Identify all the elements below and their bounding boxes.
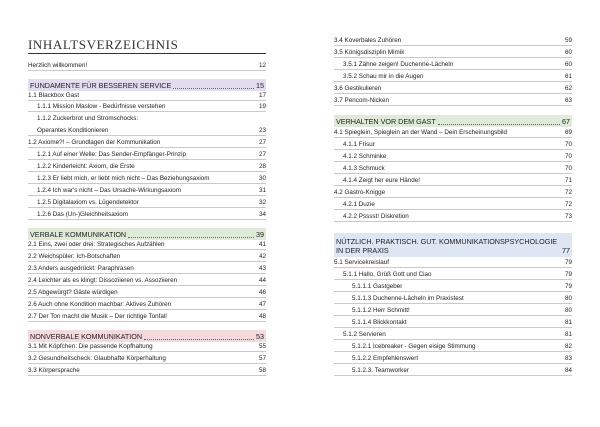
toc-entry-page: 53	[256, 331, 264, 341]
toc-entry-page: 60	[564, 61, 572, 69]
toc-entry-page: 28	[258, 163, 266, 171]
toc-entry-page: 72	[564, 201, 572, 209]
toc-entry-title: Operantes Konditionieren	[37, 127, 109, 135]
toc-entry-page: 31	[258, 187, 266, 195]
toc-entry-page: 61	[564, 73, 572, 81]
toc-entry-title: 5.1.1.4 Blickkontakt	[352, 319, 407, 327]
toc-entry-title: 3.2 Gesundheitscheck: Glaubhafte Körperhaltung	[28, 355, 166, 363]
toc-entry-title: 4.2.2 Psssst! Diskretion	[343, 213, 409, 221]
toc-section-header	[28, 330, 266, 342]
toc-entry-title: 1.2.4 Ich war's nicht – Das Ursache-Wirkungsaxiom	[37, 187, 181, 195]
toc-entry	[28, 277, 266, 286]
toc-entry-title: 3.6 Gestikulieren	[334, 85, 382, 93]
toc-entry-title: 5.1.1.1 Gastgeber	[352, 283, 403, 291]
toc-entry-title: 4.2 Gastro-Knigge	[334, 189, 386, 197]
toc-entry	[334, 97, 572, 106]
toc-entry-title: 1.2.5 Digitalaxiom vs. Lügendetektor	[37, 199, 139, 207]
toc-entry	[334, 307, 572, 316]
toc-entry-page: 69	[564, 129, 572, 137]
toc-entry-title: 2.2 Weichspüler: Ich-Botschaften	[28, 253, 121, 261]
toc-entry-page: 27	[258, 151, 266, 159]
toc-entry	[28, 187, 266, 196]
toc-entry-page: 80	[564, 307, 572, 315]
toc-entry	[334, 283, 572, 292]
toc-entry	[28, 301, 266, 310]
toc-heading: INHALTSVERZEICHNIS	[28, 37, 179, 52]
toc-entry	[334, 129, 572, 138]
toc-entry	[28, 175, 266, 184]
toc-entry-title: VERBALE KOMMUNIKATION	[30, 229, 127, 239]
toc-entry-title: 3.3 Körpersprache	[28, 367, 80, 375]
toc-entry-page: 81	[564, 331, 572, 339]
toc-entry	[28, 92, 266, 101]
toc-entry-page: 70	[564, 153, 572, 161]
toc-entry	[334, 49, 572, 58]
toc-entry	[334, 259, 572, 268]
toc-entry-title: VERHALTEN VOR DEM GAST	[336, 116, 436, 126]
toc-entry-title: FUNDAMENTE FÜR BESSEREN SERVICE	[30, 80, 172, 90]
toc-entry-page: 30	[258, 175, 266, 183]
toc-entry-page: 43	[258, 265, 266, 273]
toc-entry	[334, 343, 572, 352]
toc-entry-page: 12	[258, 62, 266, 70]
toc-entry-title: 1.2.6 Das (Un-)Gleichheitsaxiom	[37, 211, 128, 219]
toc-entry-title: 3.1 Mit Köpfchen: Die passende Kopfhaltung	[28, 343, 153, 351]
dot-leader	[144, 339, 254, 340]
toc-entry	[28, 211, 266, 220]
toc-entry-title: NONVERBALE KOMMUNIKATION	[30, 331, 143, 341]
toc-entry	[28, 199, 266, 208]
toc-entry-title: 1.2.3 Er liebt mich, er liebt mich nicht – Das Beziehungsaxiom	[37, 175, 210, 183]
toc-entry	[28, 115, 266, 123]
toc-entry-page: 15	[256, 80, 264, 90]
toc-entry-title: 4.1 Spieglein, Spieglein an der Wand – Dein Erscheinungsbild	[334, 129, 508, 137]
toc-entry-page: 23	[258, 127, 266, 135]
toc-entry-title: 2.7 Der Ton macht die Musik – Der richtige Tonfall	[28, 313, 167, 321]
toc-entry-page: 82	[564, 343, 572, 351]
toc-entry	[28, 241, 266, 250]
toc-entry-page: 17	[258, 92, 266, 100]
toc-entry-title: 5.1 Servicekreislauf	[334, 259, 389, 267]
toc-entry	[28, 313, 266, 322]
toc-entry-title: 5.1.1.3 Duchenne-Lächeln im Praxistest	[352, 295, 464, 303]
toc-entry	[334, 61, 572, 70]
toc-entry-page: 84	[564, 367, 572, 375]
toc-section-header	[334, 233, 572, 257]
toc-entry-page: 59	[564, 37, 572, 45]
toc-entry-page: 83	[564, 355, 572, 363]
toc-entry	[28, 151, 266, 160]
toc-entry	[28, 139, 266, 148]
toc-entry-title: 3.4 Koverbales Zuhören	[334, 37, 402, 45]
toc-entry-page: 67	[562, 116, 570, 126]
toc-entry	[334, 213, 572, 222]
toc-entry-title: 1.1 Blackbox Gast	[28, 92, 80, 100]
toc-entry	[334, 367, 572, 376]
toc-entry-title: 2.6 Auch ohne Kondition machbar: Aktives Zuhören	[28, 301, 172, 309]
toc-entry	[334, 271, 572, 280]
toc-section-header	[28, 228, 266, 240]
toc-entry-title: 5.1.2.2 Empfehlenswert	[352, 355, 419, 363]
toc-entry	[28, 163, 266, 172]
toc-entry-title: NÜTZLICH. PRAKTISCH. GUT. KOMMUNIKATIONSPSYCHOLOGIE IN DER PRAXIS	[336, 237, 558, 255]
toc-entry-title: 3.5.1 Zähne zeigen! Duchenne-Lächeln	[343, 61, 454, 69]
toc-entry	[334, 85, 572, 94]
toc-entry-page: 39	[256, 229, 264, 239]
toc-entry-page: 79	[564, 271, 572, 279]
toc-entry-page: 79	[564, 283, 572, 291]
toc-entry	[334, 165, 572, 174]
toc-section-header	[28, 79, 266, 91]
toc-entry	[334, 177, 572, 186]
toc-entry	[334, 355, 572, 364]
toc-entry-page: 19	[258, 103, 266, 111]
toc-entry	[28, 355, 266, 364]
toc-entry-title: 1.2 Axiome?! – Grundlagen der Kommunikation	[28, 139, 161, 147]
toc-entry-title: 2.3 Anders ausgedrückt: Paraphrasen	[28, 265, 134, 273]
toc-entry-page: 57	[258, 355, 266, 363]
toc-entry-page: 62	[564, 85, 572, 93]
toc-entry-title: 2.4 Leichter als es klingt: Dissoziieren vs. Assoziieren	[28, 277, 178, 285]
toc-entry	[334, 201, 572, 210]
toc-entry-title: 1.2.2 Kinderleicht: Axiom, die Erste	[37, 163, 135, 171]
toc-entry-title: 1.1.1 Mission Maslow - Bedürfnisse verstehen	[37, 103, 166, 111]
toc-entry-page: 71	[564, 177, 572, 185]
toc-entry-page: 70	[564, 141, 572, 149]
toc-entry	[28, 367, 266, 376]
toc-entry-title: 4.2.1 Duzie	[343, 201, 375, 209]
toc-entry-page: 72	[564, 189, 572, 197]
toc-entry-page: 63	[564, 97, 572, 105]
toc-entry	[334, 73, 572, 82]
toc-entry-title: 4.1.2 Schminke	[343, 153, 387, 161]
dot-leader	[438, 124, 560, 125]
toc-entry	[28, 289, 266, 298]
toc-entry	[334, 141, 572, 150]
toc-entry	[28, 253, 266, 262]
toc-entry	[334, 319, 572, 328]
toc-entry-title: 4.1.3 Schmuck	[343, 165, 385, 173]
toc-entry-page: 79	[564, 259, 572, 267]
heading-underline	[28, 53, 266, 54]
toc-entry	[28, 62, 266, 71]
toc-entry-title: 1.1.2 Zuckerbrot und Stromschocks:	[37, 115, 139, 123]
toc-entry-title: Herzlich willkommen!	[28, 62, 88, 70]
toc-section-header	[334, 115, 572, 127]
toc-entry-title: 5.1.2.3. Teamworker	[352, 367, 409, 375]
toc-entry-page: 73	[564, 213, 572, 221]
toc-entry-title: 4.1.4 Zeigt her eure Hände!	[343, 177, 421, 185]
toc-entry	[28, 103, 266, 112]
toc-entry	[334, 331, 572, 340]
dot-leader	[173, 88, 254, 89]
toc-entry-page: 34	[258, 211, 266, 219]
toc-entry-page: 58	[258, 367, 266, 375]
toc-entry-page: 77	[562, 246, 570, 255]
toc-entry	[28, 343, 266, 352]
toc-entry	[334, 37, 572, 46]
toc-entry-title: 1.2.1 Auf einer Welle: Das Sender-Empfänger-Prinzip	[37, 151, 186, 159]
toc-entry-page: 48	[258, 313, 266, 321]
toc-entry-page: 55	[258, 343, 266, 351]
toc-entry-page: 81	[564, 319, 572, 327]
toc-entry	[28, 127, 266, 136]
toc-entry-title: 3.5 Königsdisziplin Mimik	[334, 49, 405, 57]
toc-entry-title: 5.1.2 Servieren	[343, 331, 386, 339]
toc-entry-page: 60	[564, 49, 572, 57]
toc-entry-title: 3.7 Pencom-Nicken	[334, 97, 389, 105]
toc-entry-page: 41	[258, 241, 266, 249]
dot-leader	[128, 237, 254, 238]
toc-entry-page: 80	[564, 295, 572, 303]
toc-entry-title: 5.1.2.1 Icebreaker - Gegen eisige Stimmung	[352, 343, 476, 351]
toc-entry-page: 46	[258, 289, 266, 297]
toc-entry	[334, 153, 572, 162]
toc-entry	[334, 295, 572, 304]
toc-entry-title: 4.1.1 Frisur	[343, 141, 375, 149]
toc-entry-page: 32	[258, 199, 266, 207]
toc-entry-title: 5.1.1.2 Herr Schmitt!	[352, 307, 410, 315]
toc-entry-page: 44	[258, 277, 266, 285]
toc-entry-page: 70	[564, 165, 572, 173]
toc-entry-page: 42	[258, 253, 266, 261]
toc-entry-page: 27	[258, 139, 266, 147]
toc-entry-title: 2.5 Abgewürgt? Gäste würdigen	[28, 289, 118, 297]
toc-entry	[28, 265, 266, 274]
toc-entry-title: 2.1 Eins, zwei oder drei: Strategisches Aufzählen	[28, 241, 165, 249]
toc-entry	[334, 189, 572, 198]
toc-entry-title: 3.5.2 Schau mir in die Augen	[343, 73, 424, 81]
toc-entry-title: 5.1.1 Hallo, Grüß Gott und Ciao	[343, 271, 432, 279]
toc-entry-page: 47	[258, 301, 266, 309]
